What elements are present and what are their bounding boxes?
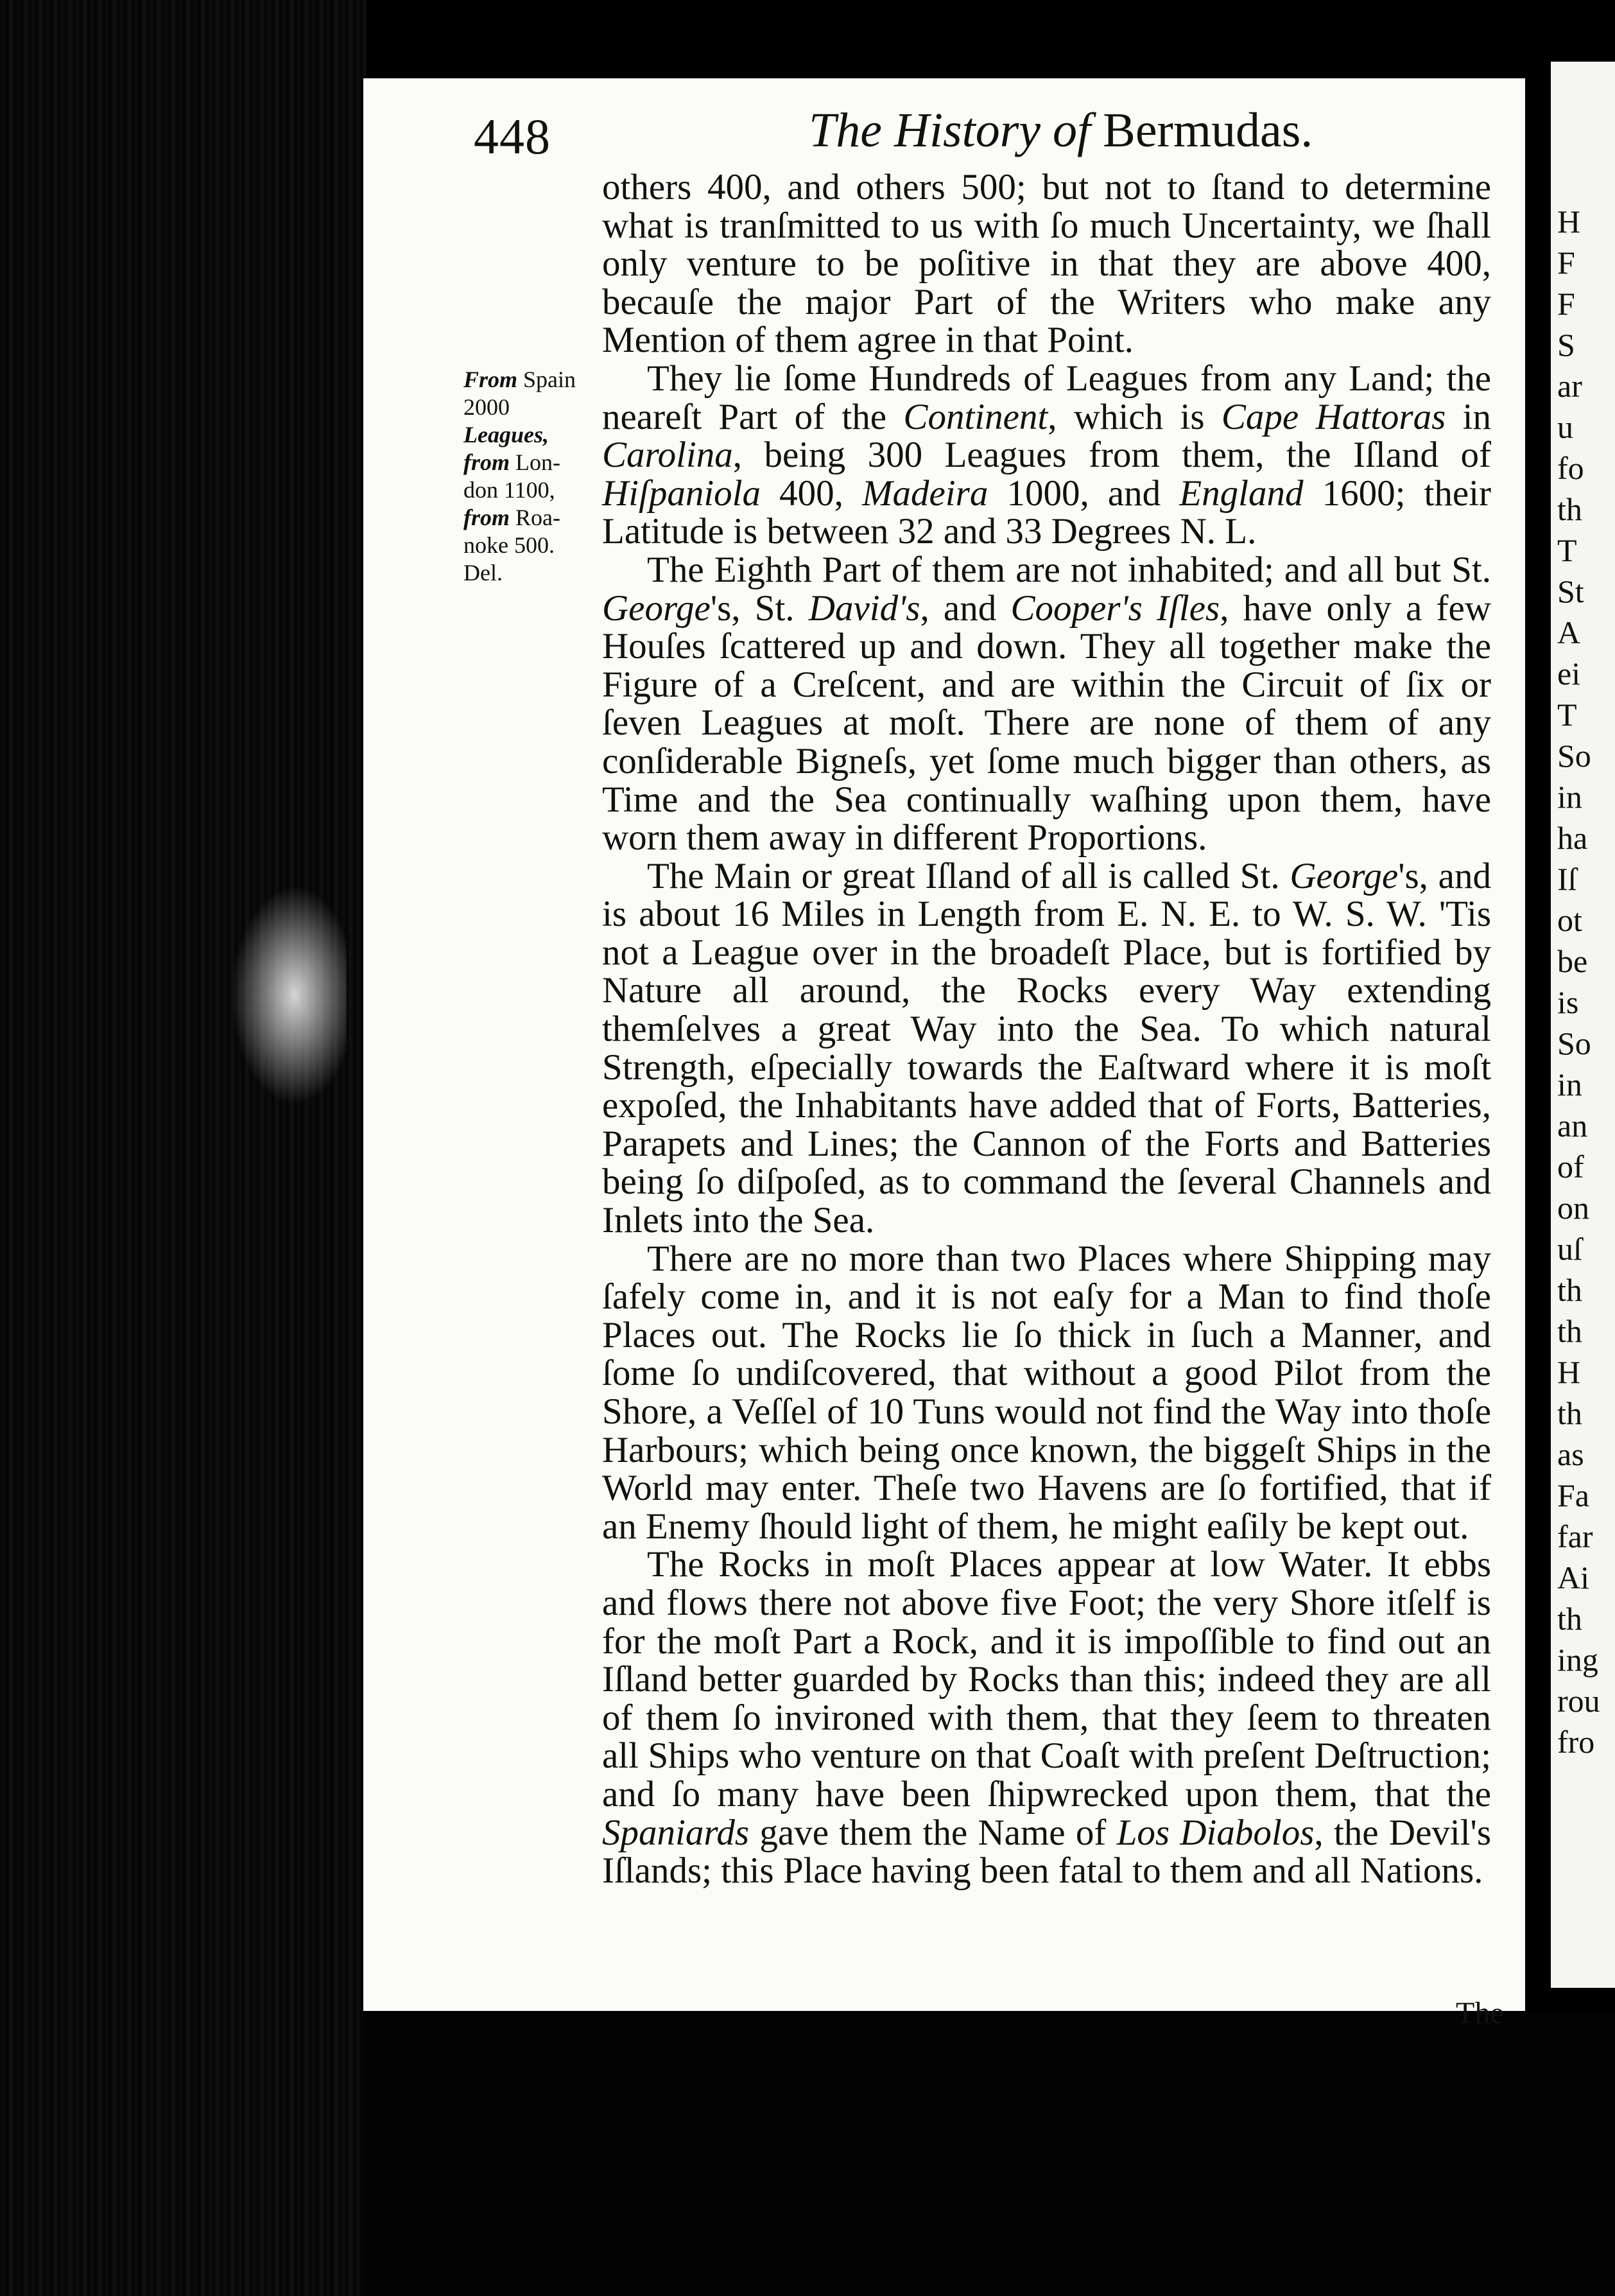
facing-page-line-start: ot	[1557, 902, 1582, 938]
facing-page-line-start: ing	[1557, 1642, 1598, 1678]
facing-page-line-start: ha	[1557, 820, 1588, 856]
paragraph-2: They lie ſome Hundreds of Leagues from any Land; the neareſt Part of the Continent, which is Cape Hattoras in Carolina, being 300 Leagues from them, the Iſland of Hiſpaniola 400, Madeira 1000, and England 1600; their Latitude is between 32 and 33 Degrees N. L.	[602, 358, 1492, 552]
facing-page-line-start: rou	[1557, 1683, 1600, 1719]
margin-line: don 1100,	[463, 477, 555, 503]
facing-page-line-start: of	[1557, 1149, 1584, 1185]
facing-page-line-start: H	[1557, 204, 1581, 239]
facing-page-line-start: T	[1557, 532, 1577, 568]
facing-page-line-start: S	[1557, 327, 1575, 363]
facing-page-line-start: fo	[1557, 450, 1584, 486]
catchword: The	[1456, 1996, 1504, 2030]
marginal-note	[463, 366, 592, 587]
paragraph-6: The Rocks in moſt Places appear at low Water. It ebbs and flows there not above five Foot; the very Shore itſelf is for the moſt Part a Rock, and it is impoſſible to find out an Iſland better guarded by Rocks than this; indeed they are all of them ſo invironed with them, that they ſeem to threaten all Ships who venture on that Coaſt with preſent Deſtruction; and ſo many have been ſhipwrecked upon them, that the Spaniards gave them the Name of Los Diabolos, the Devil's Iſlands; this Place having been fatal to them and all Nations.	[602, 1544, 1491, 1892]
facing-page-line-start: St	[1557, 573, 1584, 609]
facing-page-line-start: So	[1557, 738, 1591, 774]
facing-page-line-start: Ai	[1557, 1560, 1589, 1596]
facing-page-fragment	[1551, 62, 1615, 1988]
facing-page-line-start: T	[1557, 697, 1577, 733]
facing-page-line-start: is	[1557, 984, 1579, 1020]
scan-bottom-edge	[363, 2011, 1615, 2296]
facing-page-line-start: th	[1557, 491, 1582, 527]
facing-page-line-start: far	[1557, 1518, 1593, 1554]
facing-page-line-start: So	[1557, 1025, 1591, 1061]
facing-page-line-start: A	[1557, 614, 1581, 650]
margin-line: noke 500.	[463, 532, 555, 558]
facing-page-line-start: be	[1557, 943, 1588, 979]
facing-page-line-start: uſ	[1557, 1231, 1582, 1267]
facing-page-line-start: th	[1557, 1272, 1582, 1308]
facing-page-line-start: ar	[1557, 368, 1582, 404]
running-head	[809, 103, 1313, 159]
running-head-italic: The History of	[809, 103, 1091, 157]
facing-page-line-start: Iſ	[1557, 861, 1577, 897]
facing-page-line-start: in	[1557, 779, 1582, 815]
running-head-roman: Bermudas.	[1103, 103, 1313, 157]
margin-line: Del.	[463, 560, 503, 586]
facing-page-line-start: ei	[1557, 656, 1581, 691]
facing-page-line-start: th	[1557, 1601, 1582, 1637]
paragraph-4: The Main or great Iſland of all is called St. George's, and is about 16 Miles in Length from E. N. E. to W. S. W. 'Tis not a League over in the broadeſt Place, but is fortified by Nature all around, the Rocks every Way extending themſelves a great Way into the Sea. To which natural Strength, eſpecially towards the Eaſtward where it is moſt expoſed, the Inhabitants have added that of Forts, Batteries, Parapets and Lines; the Cannon of the Forts and Batteries being ſo diſpoſed, as to command the ſeveral Channels and Inlets into the Sea.	[602, 855, 1491, 1241]
margin-line: 2000	[463, 394, 510, 420]
margin-line: from Lon-	[463, 449, 560, 475]
facing-page-line-start: on	[1557, 1190, 1589, 1226]
body-text	[602, 168, 1491, 1890]
facing-page-line-start: in	[1557, 1066, 1582, 1102]
book-gutter	[1525, 51, 1551, 2042]
facing-page-line-start: an	[1557, 1108, 1588, 1144]
facing-page-line-start: th	[1557, 1395, 1582, 1431]
facing-page-line-start: th	[1557, 1313, 1582, 1349]
facing-page-line-start: F	[1557, 245, 1575, 281]
facing-page-line-start: Fa	[1557, 1477, 1589, 1513]
paragraph-1: others 400, and others 500; but not to ſtand to determine what is tranſmitted to us with ſo much Uncertainty, we ſhall only venture to be poſitive in that they are above 400, becauſe the major Part of the Writers who make any Mention of them agree in that Point.	[602, 167, 1491, 361]
margin-line: From Spain	[463, 367, 576, 392]
facing-page-line-start: u	[1557, 409, 1573, 445]
page-number: 448	[474, 109, 551, 164]
paragraph-3: The Eighth Part of them are not inhabited; and all but St. George's, St. David's, and Cooper's Iſles, have only a few Houſes ſcattered up and down. They all together make the Figure of a Creſcent, and are within the Circuit of ſix or ſeven Leagues at moſt. There are none of them of any conſiderable Bigneſs, yet ſome much bigger than others, as Time and the Sea continually waſhing upon them, have worn them away in different Proportions.	[602, 549, 1491, 858]
margin-line: Leagues,	[463, 422, 549, 448]
facing-page-line-start: H	[1557, 1354, 1581, 1390]
paragraph-5: There are no more than two Places where Shipping may ſafely come in, and it is not eaſy for a Man to find thoſe Places out. The Rocks lie ſo thick in ſuch a Manner, and ſome ſo undiſcovered, that without a good Pilot from the Shore, a Veſſel of 10 Tuns would not find the Way into thoſe Harbours; which being once known, the biggeſt Ships in the World may enter. Theſe two Havens are ſo fortified, that if an Enemy ſhould light of them, he might eaſily be kept out.	[602, 1238, 1491, 1547]
facing-page-line-start: fro	[1557, 1724, 1595, 1760]
facing-page-line-start: F	[1557, 286, 1575, 322]
margin-line: from Roa-	[463, 505, 560, 530]
facing-page-line-start: as	[1557, 1436, 1584, 1472]
scan-left-edge	[0, 0, 366, 2296]
